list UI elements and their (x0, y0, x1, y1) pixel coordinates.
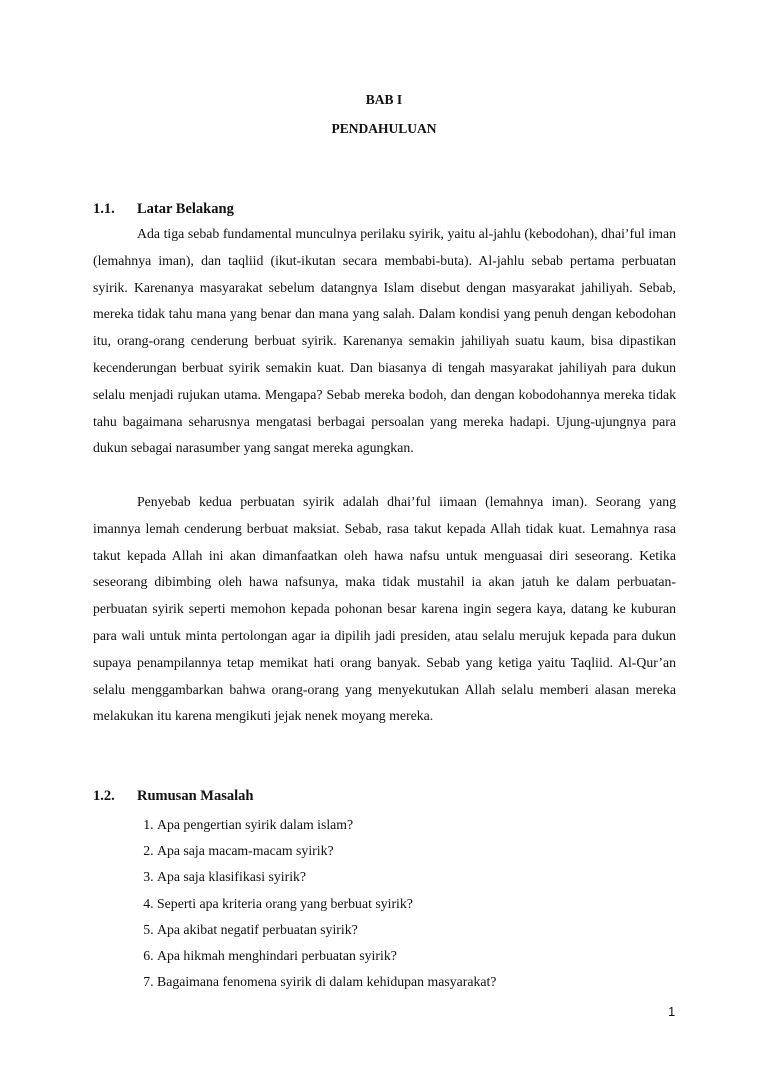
chapter-label: BAB I (365, 92, 403, 107)
section-number: 1.2. (93, 788, 115, 804)
list-item: 1. Apa pengertian syirik dalam islam? (157, 812, 697, 838)
question-list (131, 812, 697, 995)
list-item: 3. Apa saja klasifikasi syirik? (157, 864, 697, 890)
section-title: Rumusan Masalah (137, 788, 254, 804)
list-item: 5. Apa akibat negatif perbuatan syirik? (157, 917, 697, 943)
list-item: 7. Bagaimana fenomena syirik di dalam kehidupan masyarakat? (157, 969, 697, 995)
page-number: 1 (668, 1004, 676, 1019)
list-item: 4. Seperti apa kriteria orang yang berbuat syirik? (157, 891, 697, 917)
list-item: 2. Apa saja macam-macam syirik? (157, 838, 697, 864)
section-title: Latar Belakang (137, 201, 234, 217)
section-heading-latar-belakang (93, 201, 234, 218)
paragraph-al-jahlu: Ada tiga sebab fundamental munculnya perilaku syirik, yaitu al-jahlu (kebodohan), dhai’ful iman (lemahnya iman), dan taqliid (ikut-ikutan secara membabi-buta). Al-jahlu sebab pertama perbuatan syirik. Karenanya masyarakat sebelum datangnya Islam disebut dengan masyarakat jahiliyah. Sebab, mereka tidak tahu mana yang benar dan mana yang salah. Dalam kondisi yang penuh dengan kebodohan itu, orang-orang cenderung berbuat syirik. Karenanya semakin jahiliyah suatu kaum, bisa dipastikan kecenderungan berbuat syirik semakin kuat. Dan biasanya di tengah masyarakat jahiliyah para dukun selalu menjadi rujukan utama. Mengapa? Sebab mereka bodoh, dan dengan kobodohannya mereka tidak tahu bagaimana seharusnya mengatasi berbagai persoalan yang mereka hadapi. Ujung-ujungnya para dukun sebagai narasumber yang sangat mereka agungkan. (93, 226, 676, 456)
list-item: 6. Apa hikmah menghindari perbuatan syirik? (157, 943, 697, 969)
paragraph-dhaiful-iman: Penyebab kedua perbuatan syirik adalah dhai’ful iimaan (lemahnya iman). Seorang yang imannya lemah cenderung berbuat maksiat. Sebab, rasa takut kepada Allah tidak kuat. Lemahnya rasa takut kepada Allah ini akan dimanfaatkan oleh hawa nafsu untuk menguasai diri seseorang. Ketika seseorang dibimbing oleh hawa nafsunya, maka tidak mustahil ia akan jatuh ke dalam perbuatan-perbuatan syirik seperti memohon kepada pohonan besar karena ingin segera kaya, datang ke kuburan para wali untuk minta pertolongan agar ia dipilih jadi presiden, atau selalu merujuk kepada para dukun supaya penampilannya tetap memikat hati orang banyak. Sebab yang ketiga yaitu Taqliid. Al-Qur’an selalu menggambarkan bahwa orang-orang yang menyekutukan Allah selalu memberi alasan mereka melakukan itu karena mengikuti jejak nenek moyang mereka. (93, 494, 676, 724)
chapter-title: PENDAHULUAN (331, 121, 437, 136)
section-heading-rumusan-masalah (93, 788, 253, 805)
section-number: 1.1. (93, 201, 115, 217)
